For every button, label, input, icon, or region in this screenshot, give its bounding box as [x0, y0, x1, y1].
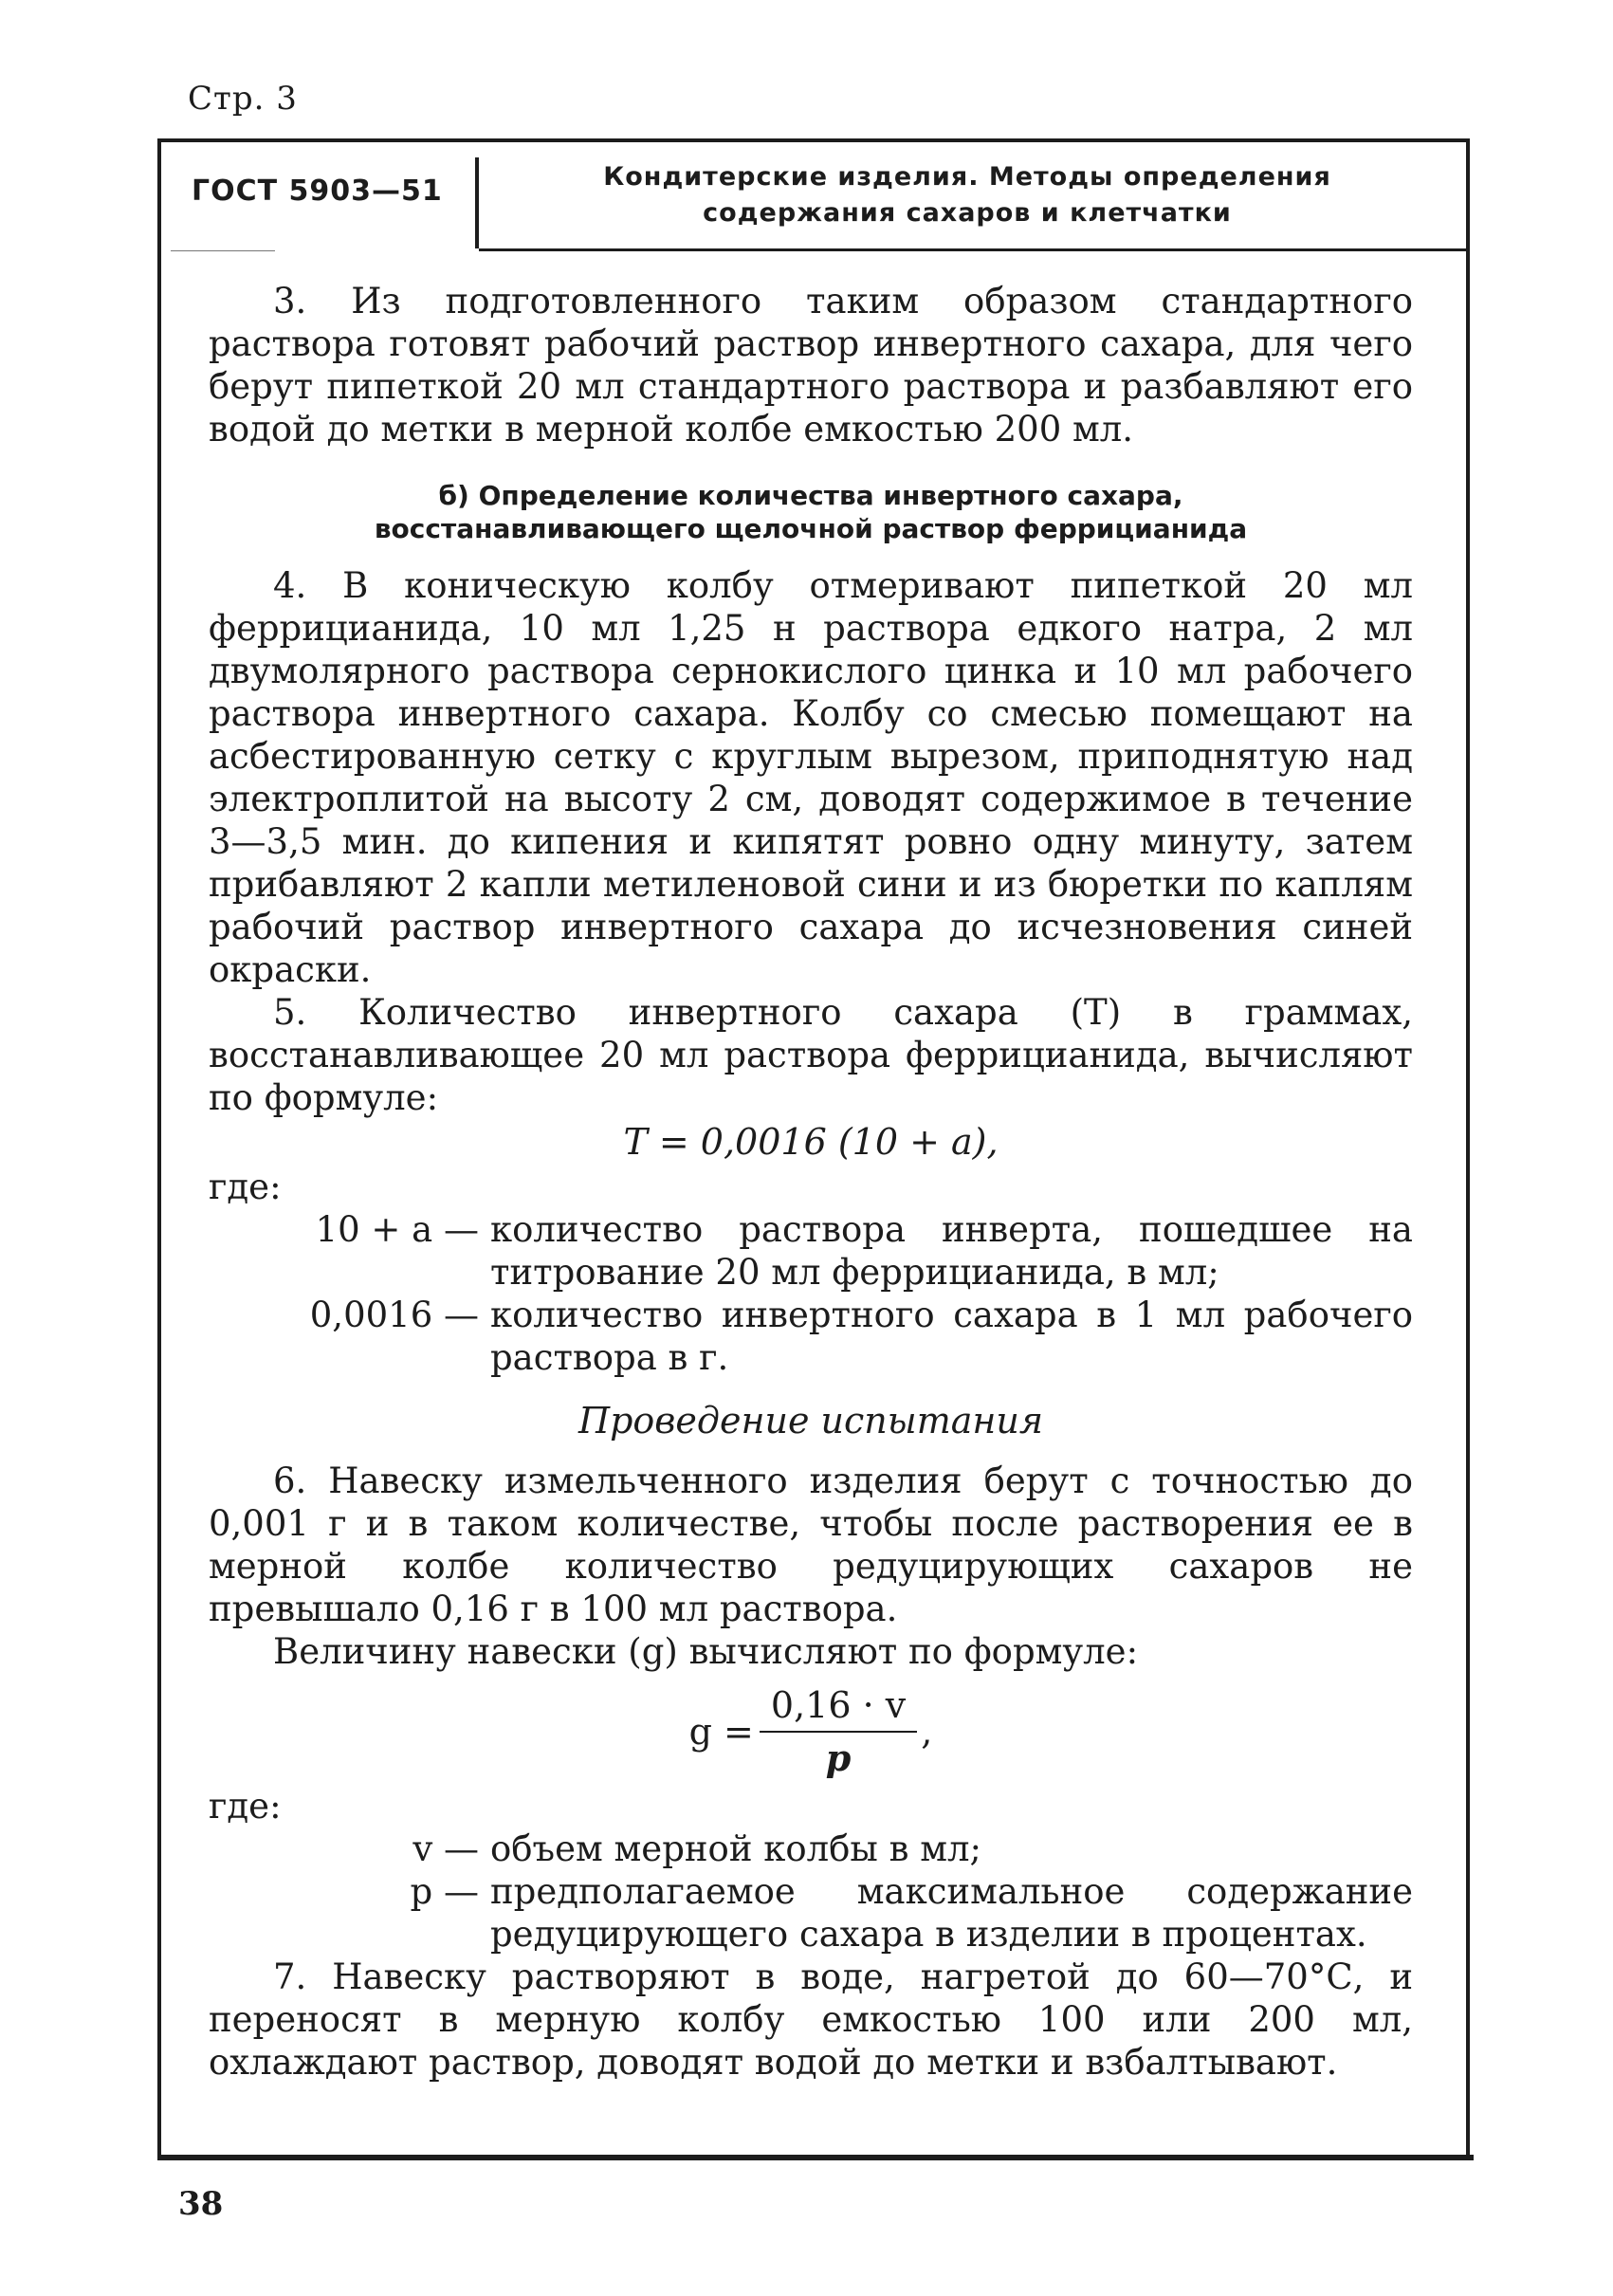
header-divider: [475, 157, 479, 248]
formula-g-denominator: p: [825, 1736, 852, 1779]
definition-term: 0,0016 —: [309, 1295, 479, 1335]
definition-term: v —: [412, 1828, 479, 1869]
where-label-2: где:: [209, 1786, 282, 1827]
formula-g-numerator: 0,16 · v: [760, 1684, 917, 1733]
section-heading-line-1: б) Определение количества инвертного сахара,: [438, 480, 1183, 511]
document-title: [493, 159, 1441, 231]
definition-term: 10 + a —: [315, 1209, 479, 1250]
section-heading-b: [209, 479, 1413, 545]
paragraph-6-formula-intro: Величину навески (g) вычисляют по формуле:: [273, 1631, 1139, 1672]
definition-text: количество раствора инверта, пошедшее на титрование 20 мл феррицианида, в мл;: [490, 1209, 1413, 1293]
page-frame: [157, 138, 1470, 2160]
title-line-2: содержания сахаров и клетчатки: [703, 198, 1232, 228]
paragraph-6: 6. Навеску измельченного изделия берут с точностью до 0,001 г и в таком количестве, чтобы после растворения ее в мерной колбе количество редуцирующих сахаров не превышало 0,16 г в 100 мл раствора.: [209, 1460, 1413, 1629]
where-label-1: где:: [209, 1166, 282, 1207]
paragraph-3: 3. Из подготовленного таким образом стандартного раствора готовят рабочий раствор инвертного сахара, для чего берут пипеткой 20 мл стандартного раствора и разбавляют его водой до метки в мерной колбе емкостью 200 мл.: [209, 281, 1413, 450]
definition-0-0016: [209, 1294, 1413, 1379]
standard-number: ГОСТ 5903—51: [192, 174, 443, 208]
definition-10-plus-a: [209, 1208, 1413, 1294]
frame-bottom-rule: [157, 2155, 1474, 2160]
formula-g-fraction: [760, 1684, 917, 1779]
definition-term: p —: [410, 1871, 479, 1912]
formula-g-tail: ,: [921, 1710, 933, 1753]
paragraph-4: 4. В коническую колбу отмеривают пипеткой 20 мл феррицианида, 10 мл 1,25 н раствора едкого натра, 2 мл двумолярного раствора сернокислого цинка и 10 мл рабочего раствора инвертного сахара. Колбу со смесью помещают на асбестированную сетку с круглым вырезом, приподнятую над электроплитой на высоту 2 см, доводят содержимое в течение 3—3,5 мин. до кипения и кипятят ровно одну минуту, затем прибавляют 2 капли метиленовой сини и из бюретки по каплям рабочий раствор инвертного сахара до исчезновения синей окраски.: [209, 565, 1413, 990]
main-text: [209, 280, 1413, 2084]
definition-text: объем мерной колбы в мл;: [490, 1828, 981, 1869]
header: [161, 142, 1466, 251]
definition-p: [209, 1870, 1413, 1956]
subheading-testing: Проведение испытания: [577, 1400, 1044, 1442]
definition-text: количество инвертного сахара в 1 мл рабочего раствора в г.: [490, 1295, 1413, 1378]
header-rule: [479, 248, 1470, 251]
formula-g: [209, 1684, 1413, 1779]
definition-v: [209, 1828, 1413, 1870]
formula-t: T = 0,0016 (10 + a),: [623, 1121, 999, 1163]
section-heading-line-2: восстанавливающего щелочной раствор феррицианида: [374, 513, 1248, 544]
formula-g-lhs: g =: [688, 1710, 754, 1753]
paragraph-5: 5. Количество инвертного сахара (T) в граммах, восстанавливающее 20 мл раствора феррицианида, вычисляют по формуле:: [209, 992, 1413, 1118]
header-rule-left: [171, 250, 275, 251]
page-label: Стр. 3: [188, 80, 298, 118]
definition-text: предполагаемое максимальное содержание редуцирующего сахара в изделии в процентах.: [490, 1871, 1413, 1955]
paragraph-7: 7. Навеску растворяют в воде, нагретой до 60—70°С, и переносят в мерную колбу емкостью 100 или 200 мл, охлаждают раствор, доводят водой до метки и взбалтывают.: [209, 1956, 1413, 2083]
page-number: 38: [178, 2185, 224, 2223]
title-line-1: Кондитерские изделия. Методы определения: [603, 162, 1331, 192]
